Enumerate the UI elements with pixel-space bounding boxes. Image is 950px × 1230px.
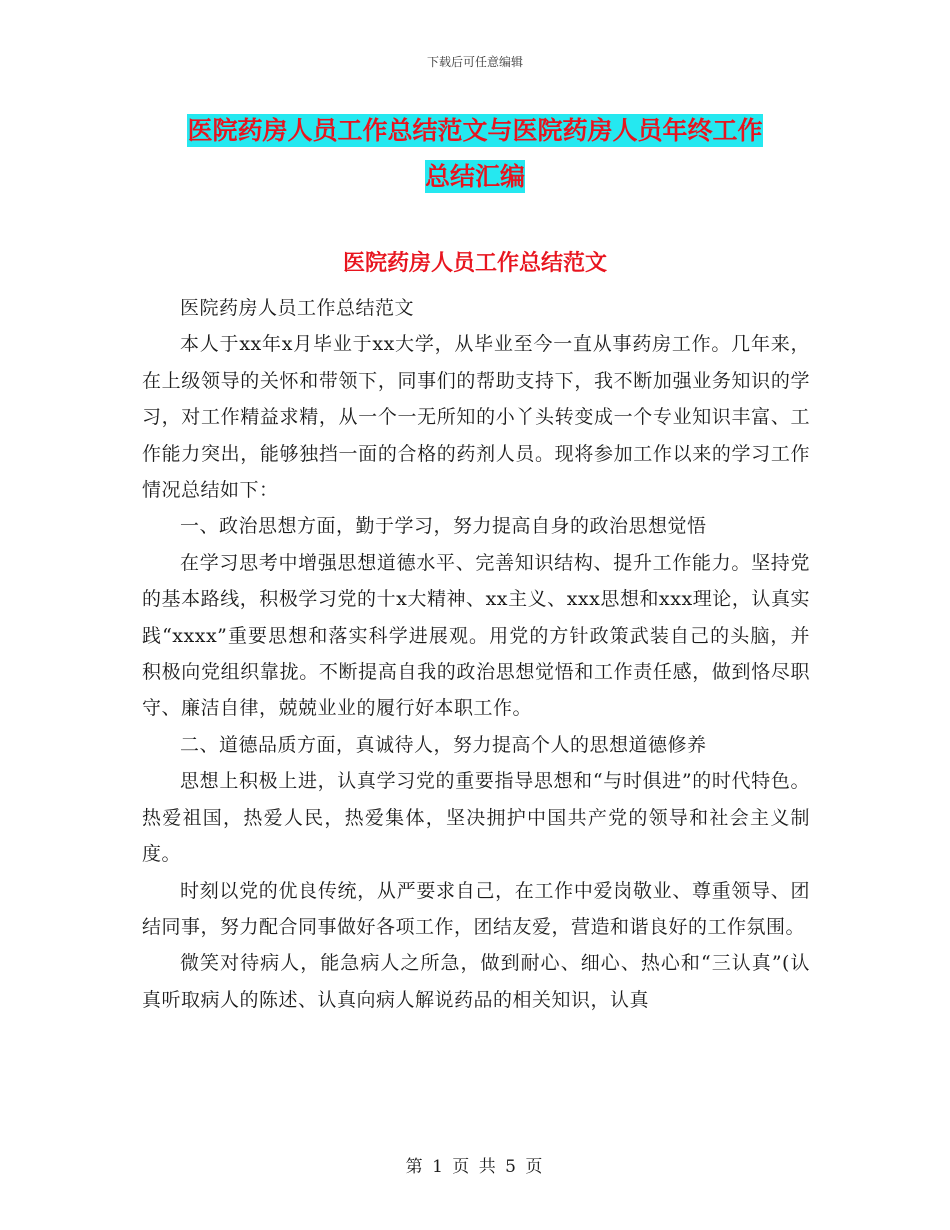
document-title-line2: 总结汇编 bbox=[424, 162, 525, 191]
paragraph: 一、政治思想方面，勤于学习，努力提高自身的政治思想觉悟 bbox=[180, 515, 707, 538]
document-body bbox=[142, 290, 810, 1018]
paragraph: 在学习思考中增强思想道德水平、完善知识结构、提升工作能力。坚持党的基本路线，积极学习党的十x大精神、xx主义、xxx思想和xxx理论，认真实践“xxxx”重要思想和落实科学进展观。用党的方针政策武装自己的头脑，并积极向党组织靠拢。不断提高自我的政治思想觉悟和工作责任感，做到恪尽职守、廉洁自律，兢兢业业的履行好本职工作。 bbox=[142, 551, 810, 720]
paragraph: 本人于xx年x月毕业于xx大学，从毕业至今一直从事药房工作。几年来，在上级领导的关怀和带领下，同事们的帮助支持下，我不断加强业务知识的学习，对工作精益求精，从一个一无所知的小丫头转变成一个专业知识丰富、工作能力突出，能够独挡一面的合格的药剂人员。现将参加工作以来的学习工作情况总结如下： bbox=[142, 333, 810, 502]
section-title: 医院药房人员工作总结范文 bbox=[342, 251, 607, 276]
page-footer: 第 1 页 共 5 页 bbox=[405, 1157, 545, 1177]
paragraph: 思想上积极上进，认真学习党的重要指导思想和“与时俱进”的时代特色。热爱祖国，热爱人民，热爱集体，坚决拥护中国共产党的领导和社会主义制度。 bbox=[142, 770, 810, 866]
paragraph: 医院药房人员工作总结范文 bbox=[180, 297, 415, 319]
paragraph: 微笑对待病人，能急病人之所急，做到耐心、细心、热心和“三认真”(认真听取病人的陈述、认真向病人解说药品的相关知识，认真 bbox=[142, 952, 810, 1011]
document-title bbox=[140, 108, 810, 200]
paragraph: 时刻以党的优良传统，从严要求自己，在工作中爱岗敬业、尊重领导、团结同事，努力配合同事做好各项工作，团结友爱，营造和谐良好的工作氛围。 bbox=[142, 879, 810, 938]
header-note: 下载后可任意编辑 bbox=[426, 55, 523, 69]
paragraph: 二、道德品质方面，真诚待人，努力提高个人的思想道德修养 bbox=[180, 733, 707, 756]
document-title-line1: 医院药房人员工作总结范文与医院药房人员年终工作 bbox=[187, 116, 763, 145]
